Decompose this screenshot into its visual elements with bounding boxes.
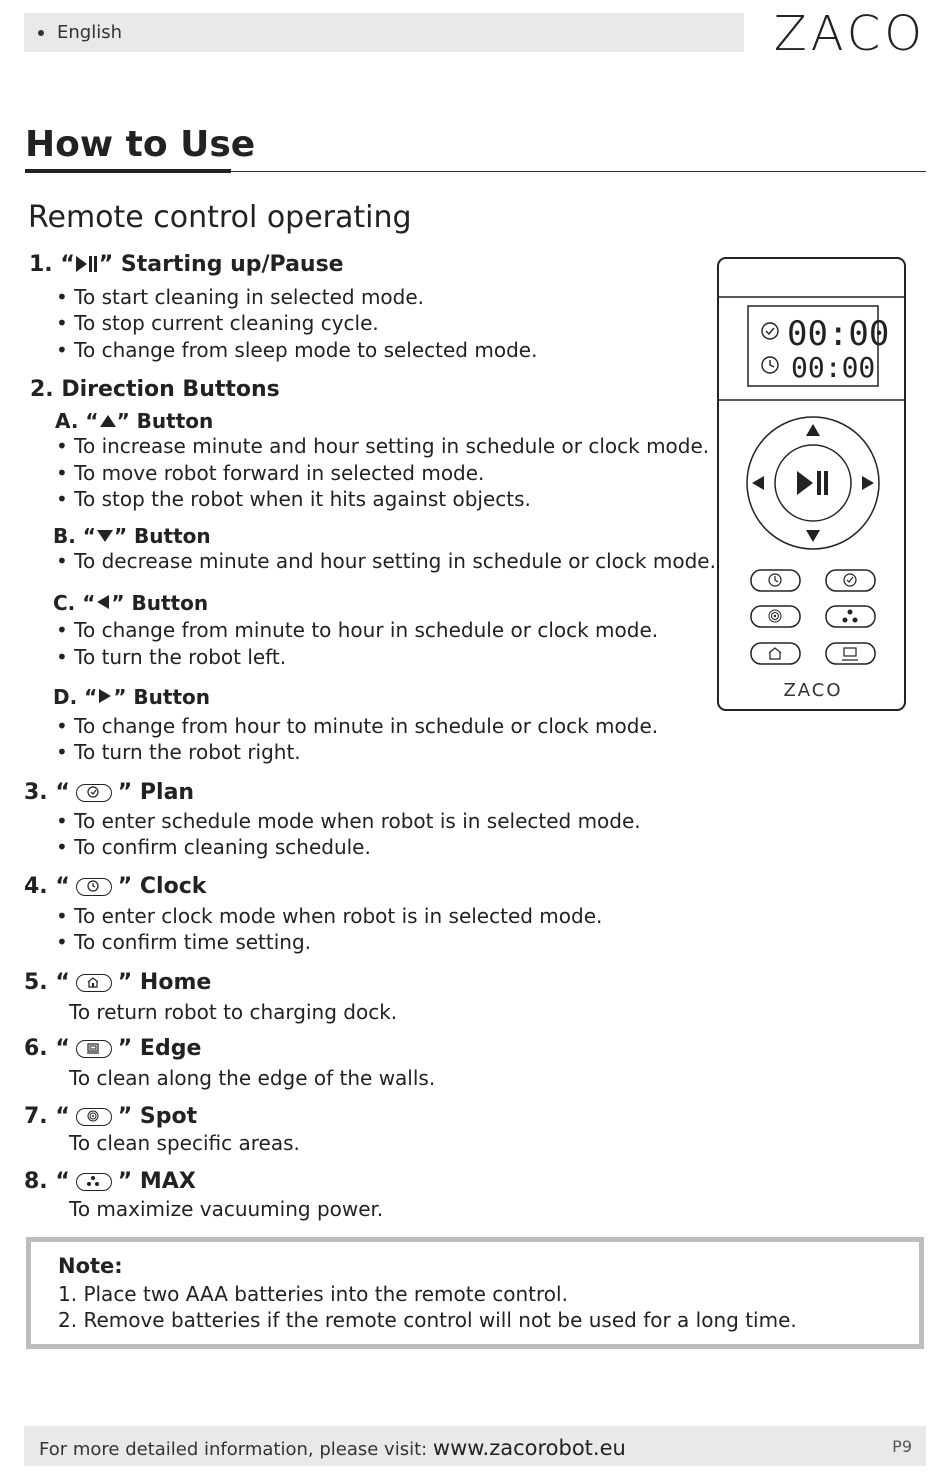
item-5-text: To return robot to charging dock. [69,1000,398,1024]
list-item: • To confirm cleaning schedule. [56,835,371,859]
page-number: P9 [892,1437,912,1456]
list-item: • To change from sleep mode to selected mode. [56,338,538,362]
list-item: • To turn the robot left. [56,645,287,669]
remote-plan-button [826,570,875,591]
item-7-text: To clean specific areas. [69,1131,300,1155]
footer-text: For more detailed information, please visit: www.zacorobot.eu [39,1436,626,1460]
clock-display-icon [762,357,778,373]
remote-drawing [719,259,904,709]
remote-max-button [826,606,875,627]
item-2c-heading: C. “ ” Button [53,591,209,615]
item-1-heading: 1. “ ” Starting up/Pause [29,252,344,277]
plan-button-icon [76,784,112,802]
list-item: • To move robot forward in selected mode. [56,461,485,485]
down-arrow-icon [96,529,114,543]
list-item: • To change from minute to hour in schedule or clock mode. [56,618,659,642]
remote-right-icon [862,476,874,490]
page-title: How to Use [25,124,256,165]
item-4-heading: 4. “ ” Clock [24,874,207,899]
list-item: • To confirm time setting. [56,930,312,954]
item-2a-heading: A. “ ” Button [55,409,214,433]
item-6-heading: 6. “ ” Edge [24,1036,202,1061]
remote-spot-button [751,606,800,627]
display-schedule-time: 00:00 [787,314,890,354]
up-arrow-icon [99,414,117,428]
display-clock-time: 00:00 [791,351,876,384]
item-7-heading: 7. “ ” Spot [24,1104,198,1129]
section-title: Remote control operating [28,200,412,235]
max-button-icon [76,1173,112,1191]
item-6-text: To clean along the edge of the walls. [69,1066,436,1090]
title-underline [25,169,231,173]
spot-button-icon [76,1108,112,1126]
list-item: • To increase minute and hour setting in schedule or clock mode. [56,434,710,458]
list-item: • To stop the robot when it hits against objects. [56,487,531,511]
note-line: 1. Place two AAA batteries into the remote control. [58,1282,568,1306]
remote-home-button [751,643,800,664]
item-3-heading: 3. “ ” Plan [24,780,195,805]
direction-pad [747,417,879,549]
right-arrow-icon [97,688,113,704]
clock-button-icon [76,878,112,896]
language-bar [24,13,744,52]
bullet-dot-icon [38,30,44,36]
remote-brand-label: ZACO [783,680,843,701]
list-item: • To decrease minute and hour setting in schedule or clock mode. [56,549,716,573]
list-item: • To change from hour to minute in schedule or clock mode. [56,714,659,738]
remote-down-icon [806,530,820,542]
left-arrow-icon [95,594,111,610]
remote-left-icon [752,476,764,490]
home-button-icon [76,974,112,992]
remote-clock-button [751,570,800,591]
note-line: 2. Remove batteries if the remote control will not be used for a long time. [58,1308,797,1332]
remote-up-icon [806,424,820,436]
list-item: • To start cleaning in selected mode. [56,285,425,309]
note-title: Note: [58,1254,123,1278]
item-2b-heading: B. “ ” Button [53,524,211,548]
language-label: English [57,22,122,43]
schedule-display-icon [762,323,778,339]
list-item: • To enter schedule mode when robot is in selected mode. [56,809,641,833]
play-pause-icon [75,255,99,273]
edge-button-icon [76,1040,112,1058]
remote-edge-button [826,643,875,664]
brand-logo: ZACO [773,6,926,62]
list-item: • To turn the robot right. [56,740,301,764]
footer-bar [24,1426,926,1466]
remote-play-pause-icon [797,471,828,495]
item-8-heading: 8. “ ” MAX [24,1169,196,1194]
item-2-heading: 2. Direction Buttons [30,377,280,402]
remote-control-illustration [717,257,906,711]
list-item: • To stop current cleaning cycle. [56,311,379,335]
item-5-heading: 5. “ ” Home [24,970,212,995]
item-2d-heading: D. “ ” Button [53,685,211,709]
item-8-text: To maximize vacuuming power. [69,1197,384,1221]
footer-url-link[interactable]: www.zacorobot.eu [432,1436,626,1460]
list-item: • To enter clock mode when robot is in selected mode. [56,904,603,928]
